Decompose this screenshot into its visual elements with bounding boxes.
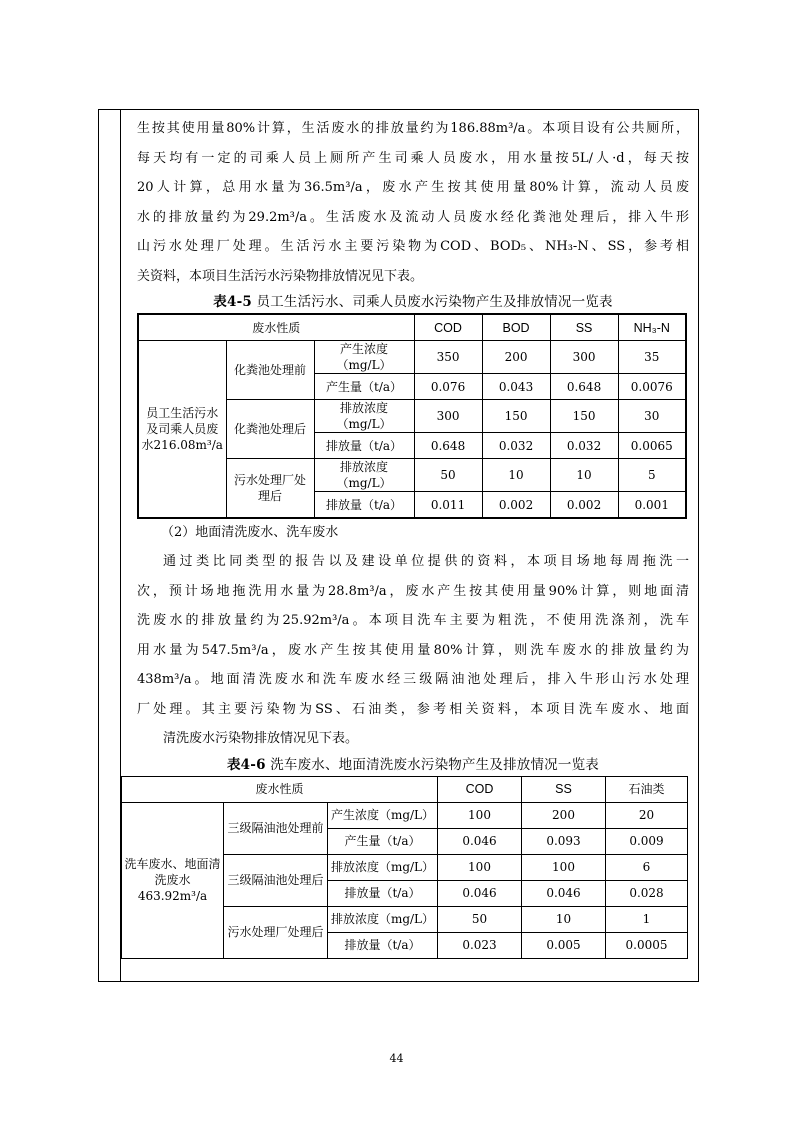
value-cell: 0.023 bbox=[438, 932, 522, 958]
item-cell: 排放浓度（mg/L） bbox=[314, 400, 414, 433]
value-cell: 10 bbox=[482, 459, 550, 492]
value-cell: 0.009 bbox=[606, 828, 688, 854]
paragraph-domestic-wastewater bbox=[137, 114, 689, 291]
table-caption bbox=[137, 291, 689, 313]
item-cell: 排放量（t/a） bbox=[314, 433, 414, 459]
value-cell: 0.005 bbox=[522, 932, 606, 958]
value-cell: 0.001 bbox=[618, 492, 686, 519]
item-cell: 产生量（t/a） bbox=[314, 374, 414, 400]
value-cell: 300 bbox=[414, 400, 482, 433]
stage-cell: 化粪池处理后 bbox=[226, 400, 314, 459]
table-title: 员工生活污水、司乘人员废水污染物产生及排放情况一览表 bbox=[256, 294, 613, 310]
value-cell: 0.046 bbox=[438, 828, 522, 854]
value-cell: 50 bbox=[414, 459, 482, 492]
value-cell: 0.0005 bbox=[606, 932, 688, 958]
item-cell: 排放量（t/a） bbox=[328, 932, 438, 958]
item-cell: 排放浓度（mg/L） bbox=[328, 906, 438, 932]
item-cell: 排放浓度（mg/L） bbox=[328, 854, 438, 880]
value-cell: 10 bbox=[522, 906, 606, 932]
value-cell: 0.0065 bbox=[618, 433, 686, 459]
table-header-row bbox=[138, 314, 686, 341]
value-cell: 35 bbox=[618, 341, 686, 374]
value-cell: 0.002 bbox=[482, 492, 550, 519]
value-cell: 1 bbox=[606, 906, 688, 932]
value-cell: 0.046 bbox=[522, 880, 606, 906]
table-row bbox=[122, 802, 688, 828]
paragraph-washing-wastewater bbox=[137, 547, 689, 754]
header-cell: 石油类 bbox=[606, 776, 688, 802]
value-cell: 0.032 bbox=[550, 433, 618, 459]
source-cell: 洗车废水、地面清洗废水463.92m³/a bbox=[122, 802, 224, 958]
item-cell: 产生浓度（mg/L） bbox=[314, 341, 414, 374]
value-cell: 0.093 bbox=[522, 828, 606, 854]
value-cell: 6 bbox=[606, 854, 688, 880]
item-cell: 排放量（t/a） bbox=[328, 880, 438, 906]
value-cell: 0.076 bbox=[414, 374, 482, 400]
value-cell: 10 bbox=[550, 459, 618, 492]
header-cell: BOD bbox=[482, 314, 550, 341]
value-cell: 100 bbox=[438, 854, 522, 880]
table-domestic-wastewater bbox=[137, 313, 687, 519]
value-cell: 0.043 bbox=[482, 374, 550, 400]
text-line: 山污水处理厂处理。生活污水主要污染物为COD、BOD₅、NH₃-N、SS，参考相 bbox=[137, 239, 689, 254]
value-cell: 300 bbox=[550, 341, 618, 374]
text-line: 洗废水的排放量约为25.92m³/a。本项目洗车主要为粗洗，不使用洗涤剂，洗车 bbox=[137, 613, 689, 628]
header-cell: 废水性质 bbox=[122, 776, 438, 802]
section-heading: （2）地面清洗废水、洗车废水 bbox=[161, 525, 339, 540]
table-title: 洗车废水、地面清洗废水污染物产生及排放情况一览表 bbox=[270, 756, 599, 773]
value-cell: 20 bbox=[606, 802, 688, 828]
item-cell: 产生量（t/a） bbox=[328, 828, 438, 854]
table-row bbox=[138, 341, 686, 374]
value-cell: 200 bbox=[482, 341, 550, 374]
value-cell: 100 bbox=[522, 854, 606, 880]
text-line: 20人计算，总用水量为36.5m³/a，废水产生按其使用量80%计算，流动人员废 bbox=[137, 180, 689, 195]
value-cell: 150 bbox=[482, 400, 550, 433]
header-cell: SS bbox=[550, 314, 618, 341]
value-cell: 30 bbox=[618, 400, 686, 433]
value-cell: 0.028 bbox=[606, 880, 688, 906]
source-cell: 员工生活污水及司乘人员废水216.08m³/a bbox=[138, 341, 226, 519]
text-line: 次，预计场地拖洗用水量为28.8m³/a，废水产生按其使用量90%计算，则地面清 bbox=[137, 583, 689, 599]
text-line: 厂处理。其主要污染物为SS、石油类，参考相关资料，本项目洗车废水、地面 bbox=[137, 701, 689, 717]
table-header-row bbox=[122, 776, 688, 802]
text-line: 清洗废水污染物排放情况见下表。 bbox=[163, 731, 359, 746]
value-cell: 0.648 bbox=[550, 374, 618, 400]
value-cell: 150 bbox=[550, 400, 618, 433]
table-washing-wastewater bbox=[121, 776, 688, 959]
text-line: 438m³/a。地面清洗废水和洗车废水经三级隔油池处理后，排入牛形山污水处理 bbox=[137, 672, 689, 687]
text-line: 每天均有一定的司乘人员上厕所产生司乘人员废水，用水量按5L/人·d，每天按 bbox=[137, 150, 689, 166]
text-line: 生按其使用量80%计算，生活废水的排放量约为186.88m³/a。本项目设有公共厕所， bbox=[137, 121, 689, 136]
value-cell: 0.648 bbox=[414, 433, 482, 459]
item-cell: 排放浓度（mg/L） bbox=[314, 459, 414, 492]
text-line: 用水量为547.5m³/a，废水产生按其使用量80%计算，则洗车废水的排放量约为 bbox=[137, 642, 689, 658]
header-cell: NH₃-N bbox=[618, 314, 686, 341]
value-cell: 350 bbox=[414, 341, 482, 374]
header-cell: COD bbox=[414, 314, 482, 341]
header-cell: COD bbox=[438, 776, 522, 802]
value-cell: 0.0076 bbox=[618, 374, 686, 400]
table-caption bbox=[137, 754, 689, 776]
stage-cell: 污水处理厂处理后 bbox=[226, 459, 314, 519]
stage-cell: 化粪池处理前 bbox=[226, 341, 314, 400]
stage-cell: 污水处理厂处理后 bbox=[224, 906, 328, 958]
table-number: 表4-5 bbox=[213, 294, 252, 310]
value-cell: 0.046 bbox=[438, 880, 522, 906]
value-cell: 0.032 bbox=[482, 433, 550, 459]
page-content bbox=[124, 114, 689, 959]
item-cell: 排放量（t/a） bbox=[314, 492, 414, 519]
header-cell: 废水性质 bbox=[138, 314, 414, 341]
page-number: 44 bbox=[389, 1052, 404, 1065]
value-cell: 0.002 bbox=[550, 492, 618, 519]
table-number: 表4-6 bbox=[226, 756, 266, 773]
value-cell: 0.011 bbox=[414, 492, 482, 519]
value-cell: 100 bbox=[438, 802, 522, 828]
item-cell: 产生浓度（mg/L） bbox=[328, 802, 438, 828]
value-cell: 200 bbox=[522, 802, 606, 828]
value-cell: 50 bbox=[438, 906, 522, 932]
text-line: 通过类比同类型的报告以及建设单位提供的资料，本项目场地每周拖洗一 bbox=[163, 554, 689, 569]
text-line: 关资料，本项目生活污水污染物排放情况见下表。 bbox=[137, 268, 424, 284]
stage-cell: 三级隔油池处理前 bbox=[224, 802, 328, 854]
text-line: 水的排放量约为29.2m³/a。生活废水及流动人员废水经化粪池处理后，排入牛形 bbox=[137, 209, 689, 225]
header-cell: SS bbox=[522, 776, 606, 802]
stage-cell: 三级隔油池处理后 bbox=[224, 854, 328, 906]
value-cell: 5 bbox=[618, 459, 686, 492]
